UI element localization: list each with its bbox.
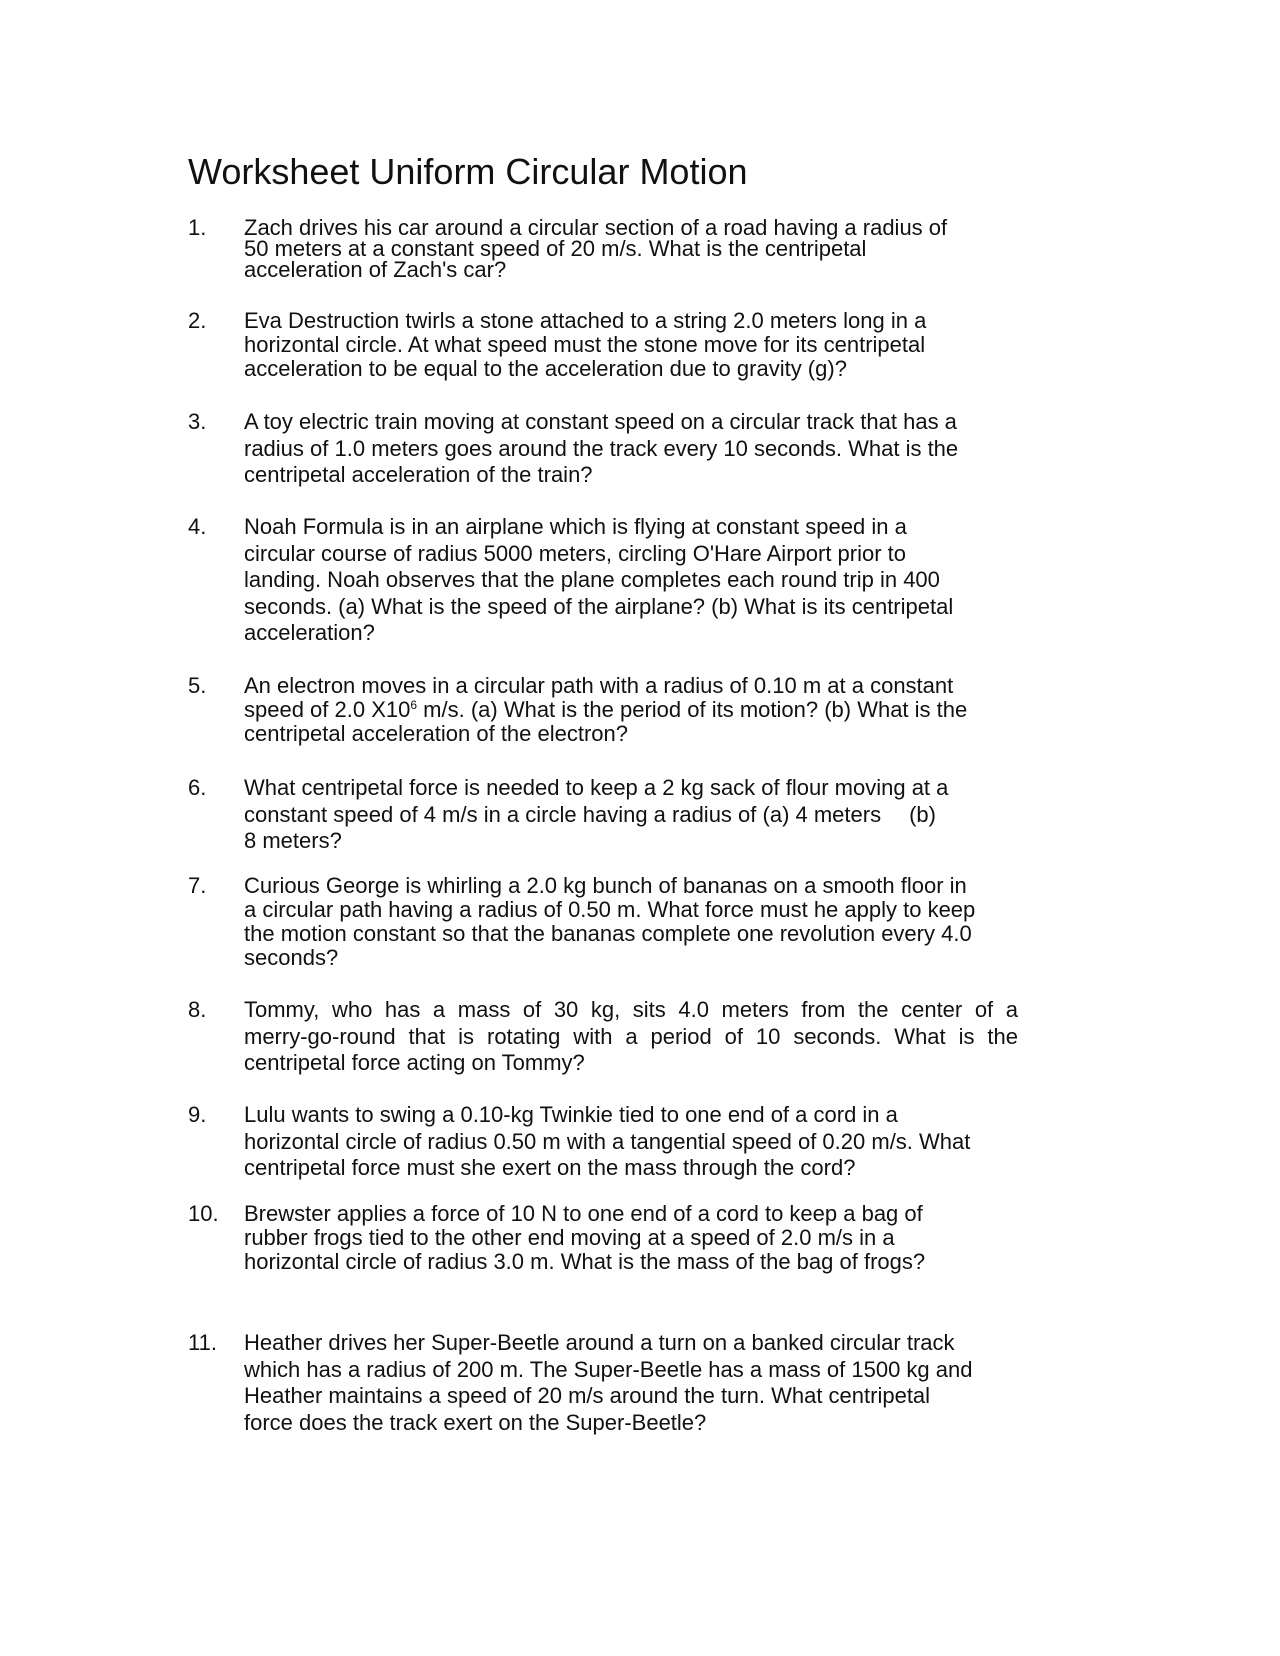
question-1 (188, 217, 1018, 280)
question-text: Brewster applies a force of 10 N to one end of a cord to keep a bag of rubber frogs tied to the other end moving at a speed of 2.0 m/s in a horizontal circle of radius 3.0 m. What is the mass of the bag of frogs? (244, 1201, 926, 1274)
question-10 (188, 1202, 1018, 1274)
question-text: Eva Destruction twirls a stone attached to a string 2.0 meters long in a horizontal circle. At what speed must the stone move for its centripetal acceleration to be equal to the acceleration due to gravity (g)? (244, 308, 927, 381)
question-number: 11. (188, 1330, 217, 1355)
question-11 (188, 1330, 1018, 1436)
question-text: Zach drives his car around a circular section of a road having a radius of 50 meters at a constant speed of 20 m/s. What is the centripetal acceleration of Zach's car? (244, 215, 948, 282)
question-text: Noah Formula is in an airplane which is flying at constant speed in a circular course of radius 5000 meters, circling O'Hare Airport prior to landing. Noah observes that the plane completes each round trip in 400 seconds. (a) What is the speed of the airplane? (b) What is its centripetal acceleration? (244, 514, 954, 645)
question-number: 3. (188, 409, 207, 434)
question-number: 1. (188, 215, 207, 240)
question-number: 2. (188, 308, 207, 333)
question-text: Tommy, who has a mass of 30 kg, sits 4.0 meters from the center of a merry-go-round that is rotating with a period of 10 seconds. What is the centripetal force acting on Tommy? (244, 997, 1018, 1075)
question-8 (188, 997, 1018, 1077)
question-2 (188, 309, 1018, 381)
question-text: A toy electric train moving at constant speed on a circular track that has a radius of 1.0 meters goes around the track every 10 seconds. What is the centripetal acceleration of the train? (244, 409, 959, 487)
question-number: 10. (188, 1201, 219, 1226)
question-text: Lulu wants to swing a 0.10-kg Twinkie tied to one end of a cord in a horizontal circle of radius 0.50 m with a tangential speed of 0.20 m/s. What centripetal force must she exert on the mass through the cord? (244, 1102, 971, 1180)
question-4 (188, 514, 1018, 647)
exponent: 6 (410, 698, 418, 712)
question-text: What centripetal force is needed to keep a 2 kg sack of flour moving at a constant speed of 4 m/s in a circle having a radius of (a) 4 meters (b) 8 meters? (244, 775, 949, 853)
question-number: 6. (188, 775, 207, 800)
question-number: 5. (188, 673, 207, 698)
question-number: 8. (188, 997, 207, 1022)
question-number: 7. (188, 873, 207, 898)
question-3 (188, 409, 1018, 489)
question-number: 9. (188, 1102, 207, 1127)
question-text: Heather drives her Super-Beetle around a turn on a banked circular track which has a radius of 200 m. The Super-Beetle has a mass of 1500 kg and Heather maintains a speed of 20 m/s around the turn. What centripetal force does the track exert on the Super-Beetle? (244, 1330, 973, 1435)
question-5 (188, 674, 1018, 746)
question-9 (188, 1102, 1018, 1182)
question-number: 4. (188, 514, 207, 539)
question-6 (188, 775, 1018, 855)
question-text: An electron moves in a circular path with a radius of 0.10 m at a constant speed of 2.0 $X10^6$ m/s. (a) What is the period of its motion? (b) What is the centripetal acceleration of the electron? (244, 673, 968, 746)
question-7 (188, 874, 1018, 970)
page-title: Worksheet Uniform Circular Motion (188, 151, 748, 192)
question-text: Curious George is whirling a 2.0 kg bunch of bananas on a smooth floor in a circular path having a radius of 0.50 m. What force must he apply to keep the motion constant so that the bananas complete one revolution every 4.0 seconds? (244, 873, 976, 970)
